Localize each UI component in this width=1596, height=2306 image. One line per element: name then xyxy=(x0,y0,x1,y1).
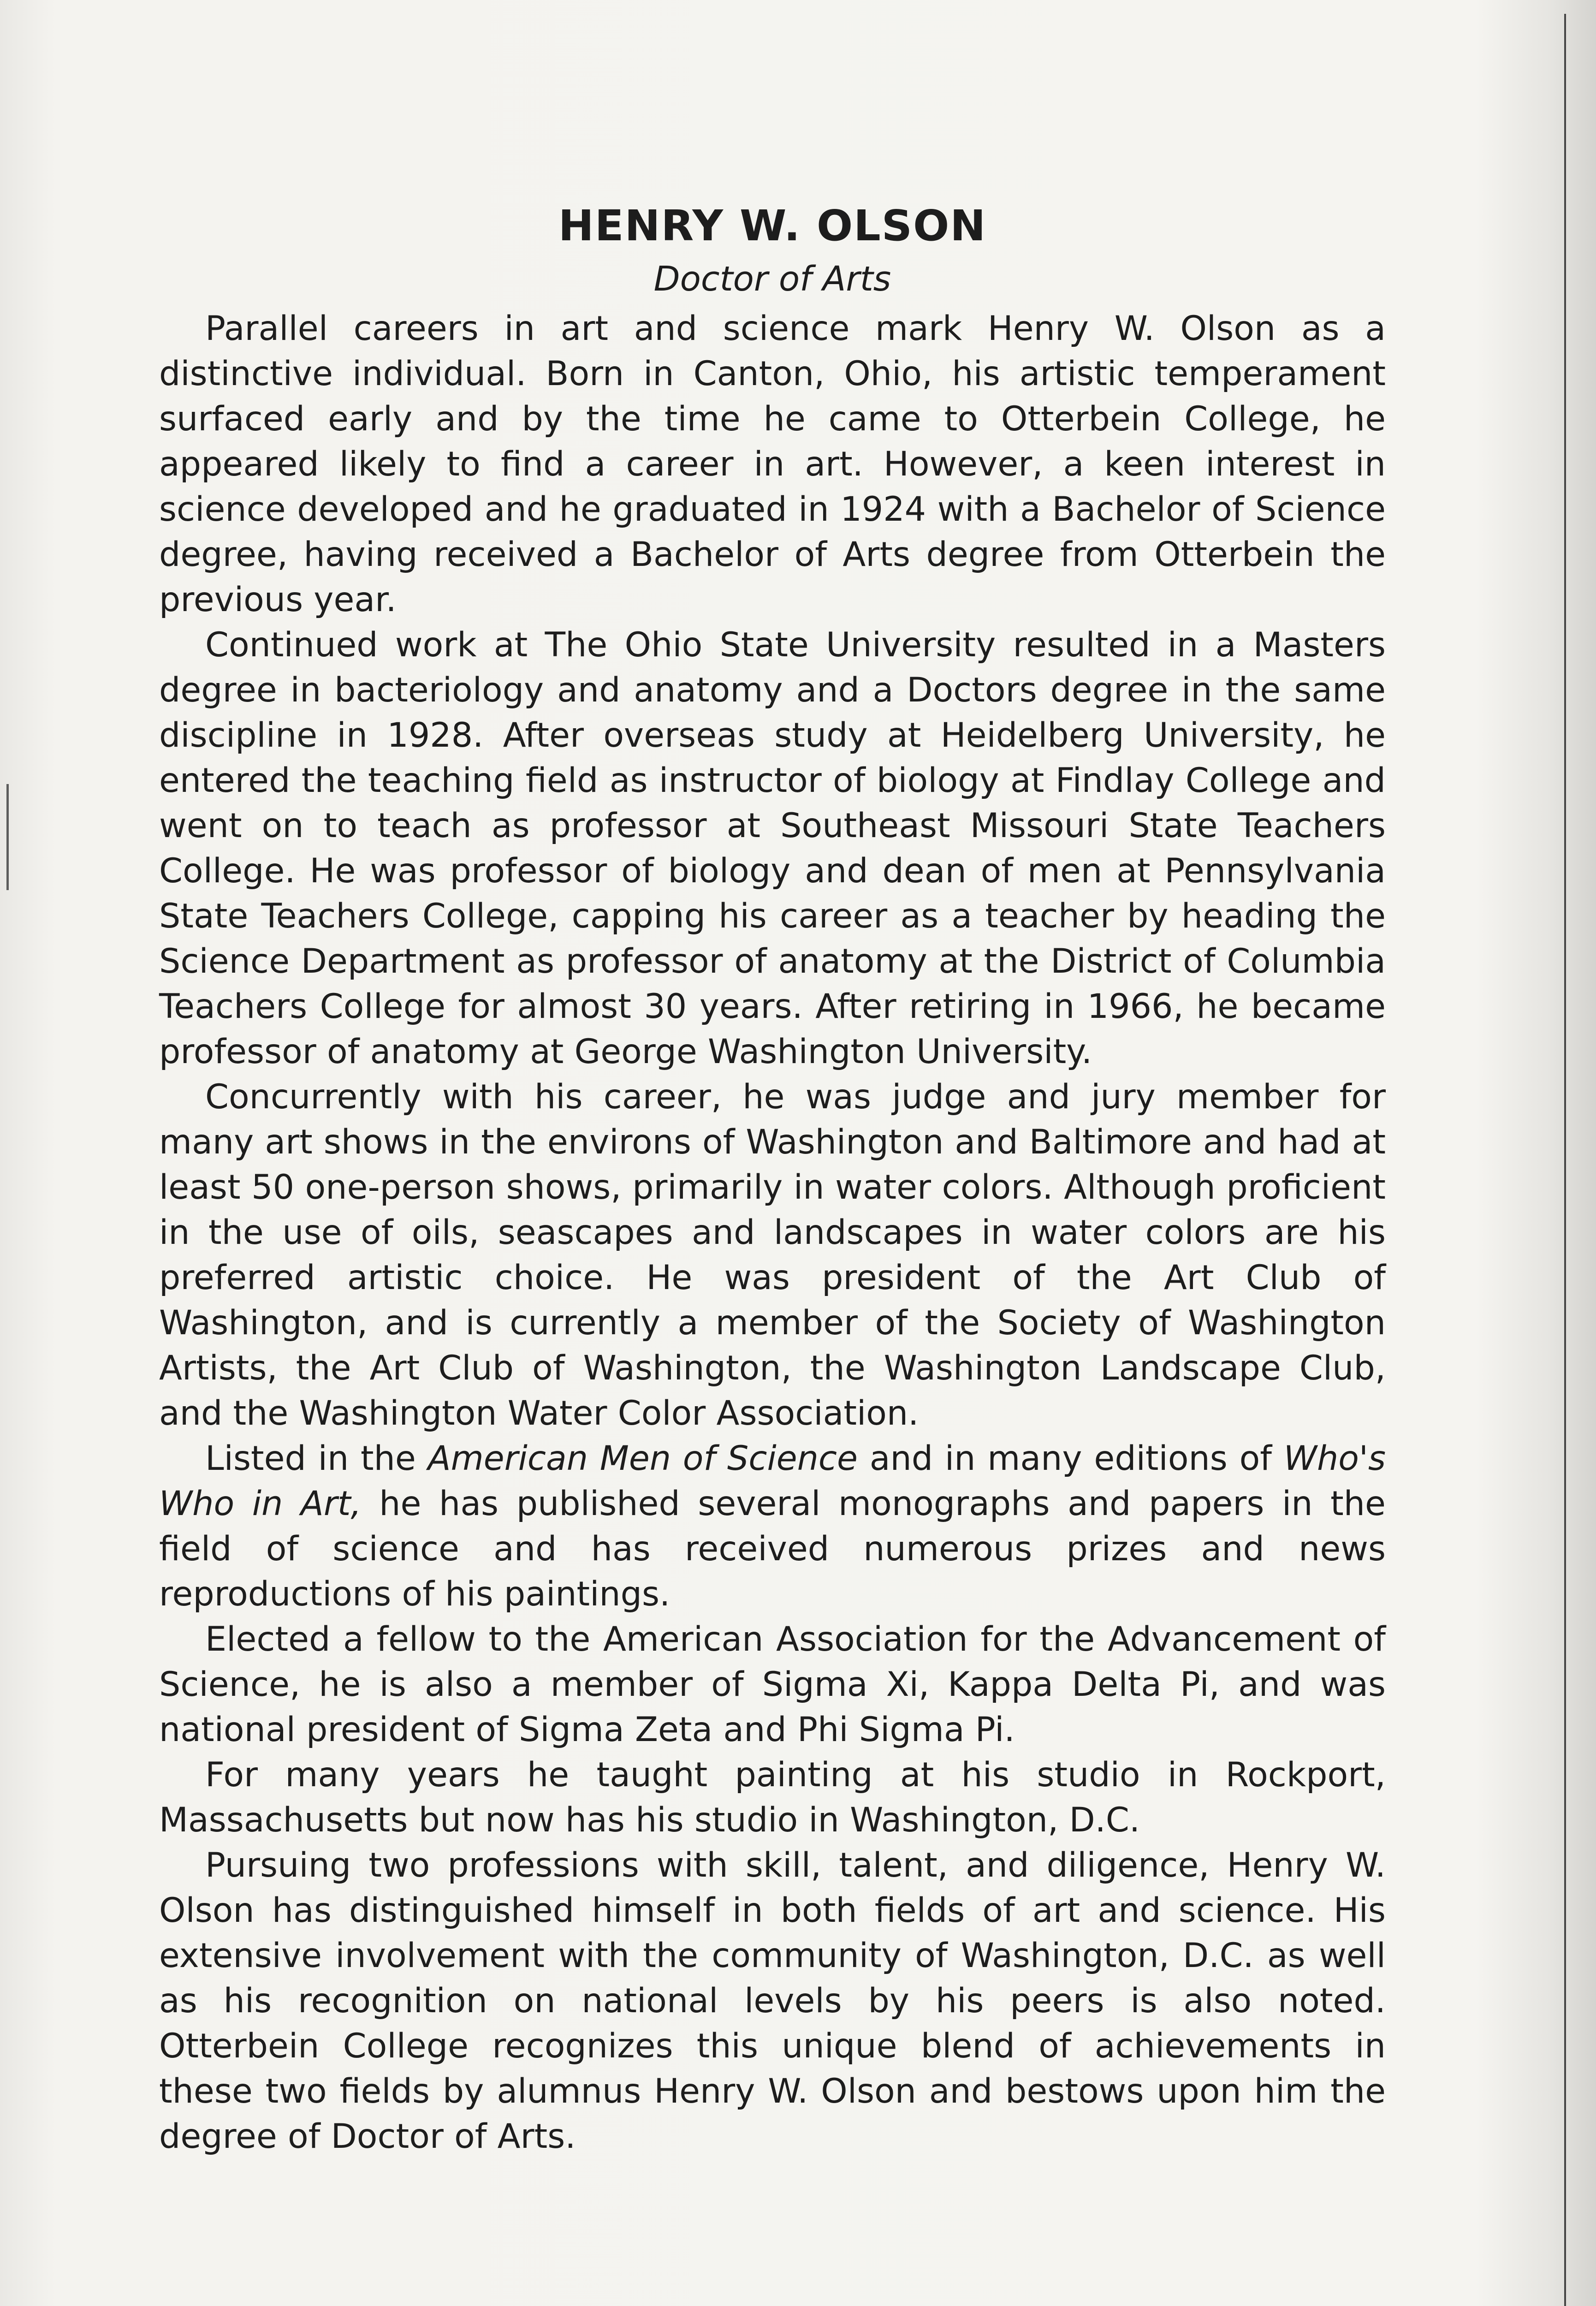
paragraph-7: Pursuing two professions with skill, talent, and diligence, Henry W. Olson has distinguished himself in both fields of art and science. His extensive involvement with the community of Washington, D.C. as well as his recognition on national levels by his peers is also noted. Otterbein College recognizes this unique blend of achievements in these two fields by alumnus Henry W. Olson and bestows upon him the degree of Doctor of Arts. xyxy=(159,1846,1386,2156)
paragraph-4-text-b: and in many editions of xyxy=(857,1439,1284,1478)
page-edge-line xyxy=(1564,14,1566,2306)
paragraph-1: Parallel careers in art and science mark Henry W. Olson as a distinctive individual. Born in Canton, Ohio, his artistic temperament surfaced early and by the time he came to Otterbein College, he appeared likely to find a career in art. However, a keen interest in science developed and he graduated in 1924 with a Bachelor of Science degree, having received a Bachelor of Arts degree from Otterbein the previous year. xyxy=(159,309,1386,619)
paragraph-3: Concurrently with his career, he was judge and jury member for many art shows in the environs of Washington and Baltimore and had at least 50 one-person shows, primarily in water colors. Although proficient in the use of oils, seascapes and landscapes in water colors are his preferred artistic choice. He was president of the Art Club of Washington, and is currently a member of the Society of Washington Artists, the Art Club of Washington, the Washington Landscape Club, and the Washington Water Color Association. xyxy=(159,1077,1386,1433)
publication-title-whos-who-in-art: Who's Who in Art, xyxy=(159,1439,1386,1523)
scan-edge-mark xyxy=(6,784,9,890)
publication-title-american-men-of-science: American Men of Science xyxy=(427,1439,858,1478)
paragraph-4-text-c: he has published several monographs and papers in the field of science and has received numerous prizes and news reproductions of his paintings. xyxy=(159,1484,1386,1614)
paragraph-4-text-a: Listed in the xyxy=(205,1439,428,1478)
paragraph-2: Continued work at The Ohio State University resulted in a Masters degree in bacteriology and anatomy and a Doctors degree in the same discipline in 1928. After overseas study at Heidelberg University, he entered the teaching field as instructor of biology at Findlay College and went on to teach as professor at Southeast Missouri State Teachers College. He was professor of biology and dean of men at Pennsylvania State Teachers College, capping his career as a teacher by heading the Science Department as professor of anatomy at the District of Columbia Teachers College for almost 30 years. After retiring in 1966, he became professor of anatomy at George Washington University. xyxy=(159,625,1386,1071)
paragraph-4 xyxy=(159,1436,1386,1617)
honoree-name: HENRY W. OLSON xyxy=(558,201,987,250)
citation-body xyxy=(159,198,1386,2159)
paragraph-6: For many years he taught painting at his studio in Rockport, Massachusetts but now has his studio in Washington, D.C. xyxy=(159,1755,1386,1840)
degree-title: Doctor of Arts xyxy=(653,259,891,299)
paragraph-5: Elected a fellow to the American Association for the Advancement of Science, he is also a member of Sigma Xi, Kappa Delta Pi, and was national president of Sigma Zeta and Phi Sigma Pi. xyxy=(159,1620,1386,1749)
